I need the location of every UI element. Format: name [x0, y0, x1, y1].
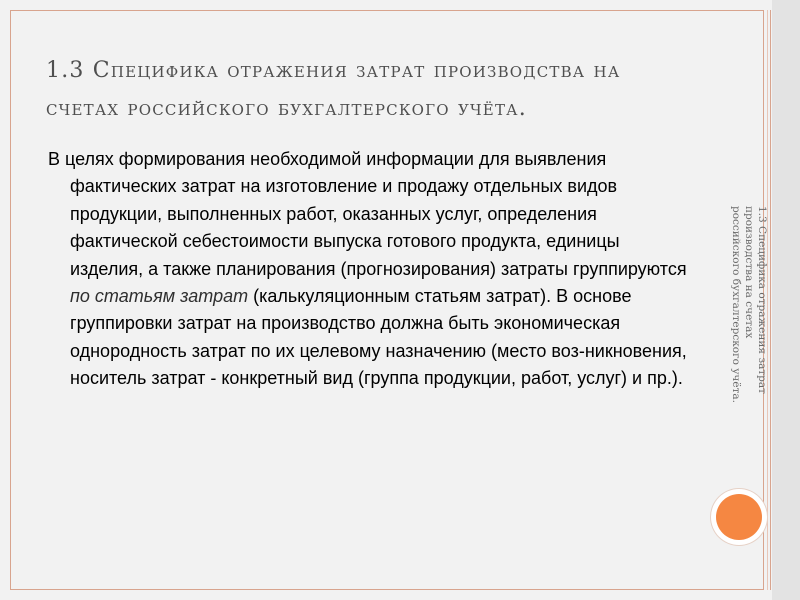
body-text-prefix: В целях формирования необходимой информации для выявления фактических затрат на изготовление и продажу отдельных видов продукции, выполненных работ, оказанных услуг, определения фактической себестоимости выпуска готового продукта, единицы изделия, а также планирования (прогнозирования) затраты группируются	[48, 149, 687, 279]
body-paragraph-content	[48, 146, 688, 393]
sidebar-strip	[772, 0, 800, 600]
body-paragraph	[48, 146, 688, 393]
decorative-circle-icon	[716, 494, 762, 540]
body-text-emphasis: по статьям затрат	[70, 286, 249, 307]
vertical-caption: 1.3 Специфика отражения затрат производства на счетах российского бухгалтерского учёта.	[730, 206, 768, 403]
body-text-suffix: (калькуляционным статьям затрат). В основе группировки затрат на производство должна быть экономическая однородность затрат по их целевому назначению (место воз-никновения, носитель затрат - конкретный вид (группа продукции, работ, услуг) и пр.).	[70, 286, 687, 389]
sidebar-rule	[770, 10, 771, 590]
slide-title: 1.3 Специфика отражения затрат производства на счетах российского бухгалтерского учёта.	[46, 58, 621, 121]
